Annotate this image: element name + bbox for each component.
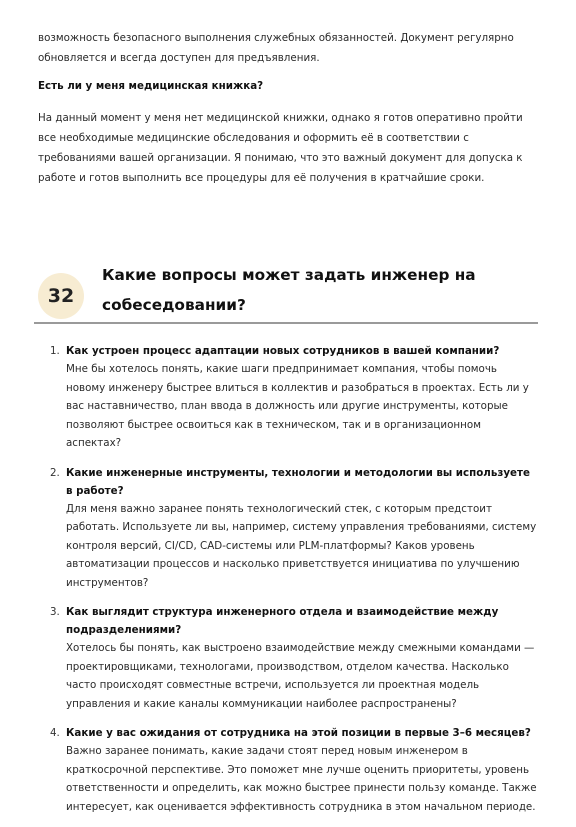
section-header bbox=[34, 258, 538, 326]
question-title: Как устроен процесс адаптации новых сотрудников в вашей компании? bbox=[66, 345, 500, 357]
medical-book-answer: На данный момент у меня нет медицинской книжки, однако я готов оперативно пройти все необходимые медицинские обследования и оформить её в соответствии с требованиями вашей организации. Я понимаю, что это важный документ для допуска к работе и готов выполнить все процедуры для её получения в кратчайшие сроки. bbox=[38, 112, 523, 184]
question-text: Важно заранее понимать, какие задачи стоят перед новым инженером в краткосрочной перспективе. Это поможет мне лучше оценить приоритеты, уровень ответственности и определить, как можно быстрее принести пользу команде. Также интересует, как оценивается эффективность сотрудника в этом начальном периоде. bbox=[66, 745, 537, 813]
question-number: 1. bbox=[50, 345, 60, 357]
question-text: Мне бы хотелось понять, какие шаги предпринимает компания, чтобы помочь новому инженеру быстрее влиться в коллектив и разобраться в проектах. Есть ли у вас наставничество, план ввода в должность или другие инструменты, которые позволяют быстрее освоиться как в техническом, так и в организационном аспектах? bbox=[66, 363, 529, 449]
question-item-1 bbox=[50, 342, 538, 453]
question-item-3 bbox=[50, 603, 538, 713]
question-title: Какие инженерные инструменты, технологии и методологии вы используете в работе? bbox=[66, 466, 530, 497]
question-title: Как выглядит структура инженерного отдела и взаимодействие между подразделениями? bbox=[66, 606, 499, 636]
question-text: Для меня важно заранее понять технологический стек, с которым предстоит работать. Используете ли вы, например, систему управления требованиями, систему контроля версий, CI/CD, CAD-системы или PLM-платформы? Каков уровень автоматизации процессов и насколько приветствуется инициатива по улучшению инструментов? bbox=[66, 502, 537, 589]
question-item-2 bbox=[50, 464, 538, 593]
question-item-4 bbox=[50, 724, 538, 816]
question-title: Какие у вас ожидания от сотрудника на этой позиции в первые 3–6 месяцев? bbox=[66, 727, 531, 739]
medical-book-question: Есть ли у меня медицинская книжка? bbox=[38, 80, 264, 92]
question-number: 3. bbox=[50, 606, 60, 618]
intro-continuation: возможность безопасного выполнения служебных обязанностей. Документ регулярно обновляется и всегда доступен для предъявления. bbox=[38, 32, 514, 64]
questions-list bbox=[50, 342, 538, 827]
section-title: Какие вопросы может задать инженер на собеседовании? bbox=[102, 266, 476, 314]
question-number: 4. bbox=[50, 727, 60, 739]
question-text: Хотелось бы понять, как выстроено взаимодействие между смежными командами — проектировщиками, технологами, производством, отделом качества. Насколько часто происходят совместные встречи, используется ли проектная модель управления и какие каналы коммуникации наиболее распространены? bbox=[66, 642, 535, 710]
question-number: 2. bbox=[50, 466, 60, 479]
section-number-badge: 32 bbox=[38, 273, 84, 319]
section-divider bbox=[34, 322, 538, 324]
